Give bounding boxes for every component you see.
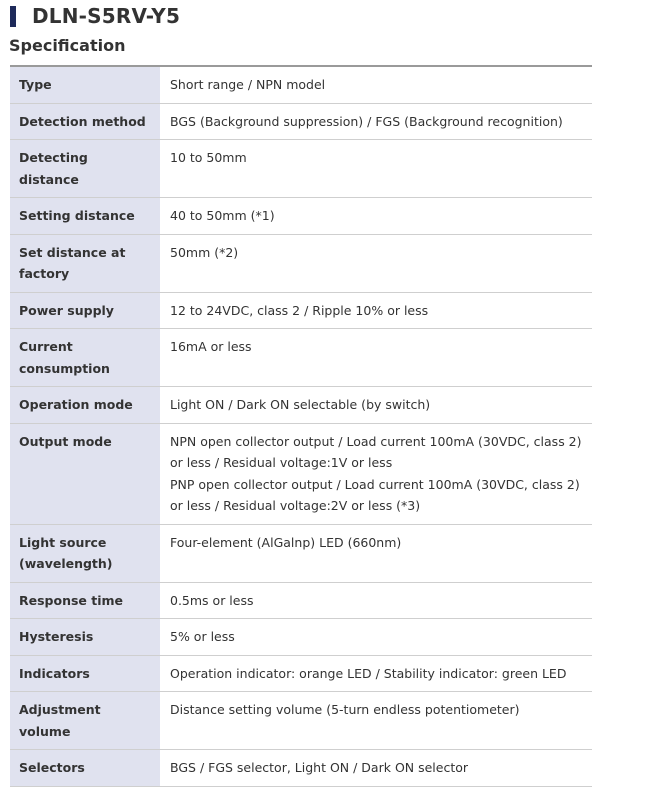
table-row: [10, 292, 592, 329]
table-row: [10, 234, 592, 292]
spec-value-line: BGS (Background suppression) / FGS (Background recognition): [170, 113, 563, 129]
spec-value: [160, 198, 592, 235]
spec-value: [160, 103, 592, 140]
table-row: [10, 692, 592, 750]
spec-value: [160, 692, 592, 750]
spec-value-line: Short range / NPN model: [170, 77, 326, 92]
spec-label: Operation mode: [10, 387, 160, 424]
spec-value: [160, 655, 592, 692]
spec-label: Setting distance: [10, 198, 160, 235]
table-row: [10, 750, 592, 787]
table-row: [10, 66, 592, 103]
spec-value: [160, 66, 592, 103]
spec-value-line: 40 to 50mm (*1): [170, 208, 275, 223]
spec-value-line: 5% or less: [170, 629, 235, 644]
spec-value: [160, 292, 592, 329]
table-row: [10, 198, 592, 235]
spec-value-line: 16mA or less: [170, 339, 252, 354]
spec-value-line: NPN open collector output / Load current 100mA (30VDC, class 2) or less / Residual voltage:1V or less: [170, 433, 582, 470]
table-row: [10, 140, 592, 198]
spec-value: [160, 582, 592, 619]
specification-table-body: [10, 66, 592, 786]
table-row: [10, 103, 592, 140]
spec-value: [160, 329, 592, 387]
spec-value-line: 10 to 50mm: [170, 150, 247, 165]
table-row: [10, 423, 592, 524]
spec-label: Output mode: [10, 423, 160, 524]
spec-label: Current consumption: [10, 329, 160, 387]
spec-value: [160, 524, 592, 582]
spec-value-line: Light ON / Dark ON selectable (by switch): [170, 397, 431, 412]
spec-value-line: 12 to 24VDC, class 2 / Ripple 10% or less: [170, 302, 429, 318]
table-row: [10, 329, 592, 387]
page-title-block: [10, 3, 180, 29]
spec-label: Indicators: [10, 655, 160, 692]
spec-label: Type: [10, 66, 160, 103]
spec-value: [160, 423, 592, 524]
table-row: [10, 387, 592, 424]
spec-label: Light source (wavelength): [10, 524, 160, 582]
spec-label: Detection method: [10, 103, 160, 140]
table-row: [10, 619, 592, 656]
page-title: DLN-S5RV-Y5: [32, 4, 181, 28]
spec-value-line: Four-element (AlGalnp) LED (660nm): [170, 534, 402, 550]
spec-value: [160, 140, 592, 198]
spec-value-line: PNP open collector output / Load current 100mA (30VDC, class 2) or less / Residual voltage:2V or less (*3): [170, 476, 580, 513]
spec-value: [160, 750, 592, 787]
spec-label: Set distance at factory: [10, 234, 160, 292]
title-accent-bar: [10, 6, 16, 27]
spec-value-line: Distance setting volume (5-turn endless potentiometer): [170, 702, 520, 717]
spec-label: Power supply: [10, 292, 160, 329]
spec-value: [160, 619, 592, 656]
table-row: [10, 655, 592, 692]
spec-value-line: Operation indicator: orange LED / Stability indicator: green LED: [170, 665, 567, 681]
spec-label: Hysteresis: [10, 619, 160, 656]
table-row: [10, 524, 592, 582]
spec-label: Detecting distance: [10, 140, 160, 198]
spec-label: Response time: [10, 582, 160, 619]
table-row: [10, 582, 592, 619]
section-heading: Specification: [9, 36, 126, 55]
spec-value-line: 0.5ms or less: [170, 592, 254, 608]
spec-value: [160, 387, 592, 424]
spec-value-line: 50mm (*2): [170, 244, 239, 260]
spec-value: [160, 234, 592, 292]
spec-label: Adjustment volume: [10, 692, 160, 750]
spec-value-line: BGS / FGS selector, Light ON / Dark ON selector: [170, 760, 469, 775]
specification-table: [10, 65, 592, 787]
spec-label: Selectors: [10, 750, 160, 787]
